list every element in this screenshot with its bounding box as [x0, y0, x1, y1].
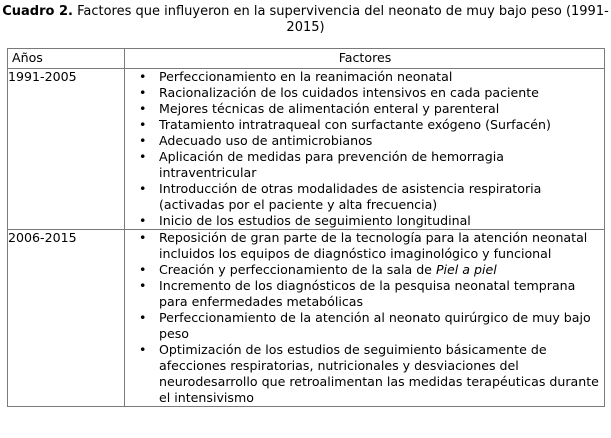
factor-item: • Optimización de los estudios de seguimiento básicamente de afecciones respiratorias, nutricionales y desviaciones del neurodesarrollo que retroalimentan las medidas terapéuticas durante el intensivismo [125, 342, 604, 406]
year-range-cell: 1991-2005 [8, 69, 125, 230]
factor-item: • Perfeccionamiento de la atención al neonato quirúrgico de muy bajo peso [125, 310, 604, 342]
factor-item: • Introducción de otras modalidades de asistencia respiratoria (activadas por el paciente y alta frecuencia) [125, 181, 604, 213]
caption-label: Cuadro 2. [2, 4, 73, 19]
factor-item: • Aplicación de medidas para prevención de hemorragia intraventricular [125, 149, 604, 181]
factors-table [7, 48, 605, 407]
factor-item: • Tratamiento intratraqueal con surfactante exógeno (Surfacén) [125, 117, 604, 133]
factor-item: • Incremento de los diagnósticos de la pesquisa neonatal temprana para enfermedades metabólicas [125, 278, 604, 310]
factor-item [125, 262, 604, 278]
table-row [8, 230, 605, 407]
table-body [8, 69, 605, 407]
factor-item: • Perfeccionamiento en la reanimación neonatal [125, 69, 604, 85]
table-caption [0, 0, 611, 36]
factors-cell [125, 69, 605, 230]
factors-cell [125, 230, 605, 407]
factor-item: • Racionalización de los cuidados intensivos en cada paciente [125, 85, 604, 101]
factor-item: • Inicio de los estudios de seguimiento longitudinal [125, 213, 604, 229]
header-row [8, 49, 605, 69]
factor-text-italic: Piel a piel [435, 262, 497, 277]
factor-item: • Mejores técnicas de alimentación enteral y parenteral [125, 101, 604, 117]
caption-text: Factores que influyeron en la supervivencia del neonato de muy bajo peso (1991-2015) [72, 4, 609, 35]
factor-list [125, 230, 604, 406]
header-factors: Factores [125, 49, 605, 69]
factor-text: Creación y perfeccionamiento de la sala de [159, 262, 436, 277]
year-range-cell: 2006-2015 [8, 230, 125, 407]
header-years: Años [8, 49, 125, 69]
factor-item: • Reposición de gran parte de la tecnología para la atención neonatal incluidos los equipos de diagnóstico imaginológico y funcional [125, 230, 604, 262]
table-row [8, 69, 605, 230]
factor-item: • Adecuado uso de antimicrobianos [125, 133, 604, 149]
factor-list [125, 69, 604, 229]
